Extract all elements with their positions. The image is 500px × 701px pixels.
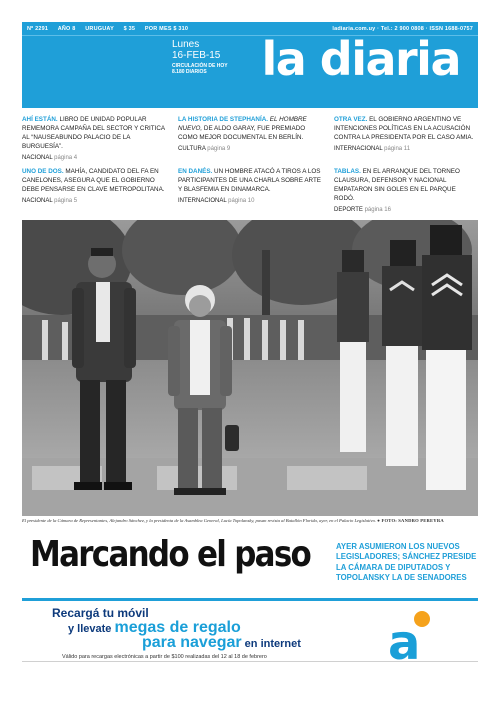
brief-item[interactable] — [334, 116, 478, 168]
caption-text: El presidente de la Cámara de Representantes, Alejandro Sánchez, y la presidenta de la Asamblea General, Lucía Topolansky, pasan revista al Batallón Florida, ayer, en el Palacio Legislativo. — [22, 518, 377, 523]
photo-caption — [22, 518, 478, 523]
ad-line-3 — [142, 634, 301, 652]
brief-page: página 5 — [54, 197, 78, 204]
circulation-label: CIRCULACIÓN DE HOY — [172, 63, 228, 69]
brief-item[interactable] — [22, 116, 166, 168]
price: $ 35 — [123, 25, 136, 32]
ad-logo-letter: a — [388, 615, 421, 663]
brief-section: CULTURA — [178, 145, 206, 152]
brief-kicker: TABLAS. — [334, 168, 361, 175]
brief-kicker: AHÍ ESTÁN. — [22, 116, 58, 123]
ad-line-1: Recargá tu móvil — [52, 606, 149, 620]
circulation-count: 8.180 DIARIOS — [172, 69, 207, 75]
brief-item[interactable] — [22, 168, 166, 216]
ad-fine-print: Válido para recargas electrónicas a partir de $100 realizadas del 12 al 18 de febrero — [62, 654, 267, 660]
brief-page: página 10 — [228, 197, 255, 204]
news-briefs — [22, 116, 478, 216]
ad-brand-logo-icon — [384, 609, 438, 663]
lead-photo — [22, 220, 478, 516]
contact-line: ladiaria.com.uy · Tel.: 2 900 0808 · ISSN 1688-0757 — [332, 25, 473, 32]
brief-kicker: OTRA VEZ. — [334, 116, 368, 123]
brief-item[interactable] — [178, 168, 322, 216]
date: 16-FEB-15 — [172, 50, 221, 61]
brief-page: página 9 — [207, 145, 231, 152]
ad-line-3-highlight: para navegar — [142, 634, 242, 651]
date-block — [172, 40, 228, 75]
main-headline[interactable]: Marcando el paso — [30, 534, 311, 575]
advertisement[interactable] — [22, 598, 478, 662]
country: URUGUAY — [85, 25, 114, 32]
brief-body: EL GOBIERNO ARGENTINO VE INTENCIONES POLÍTICAS EN LA ACUSACIÓN CONTRA LA PRESIDENTA POR EL CASO AMIA. — [334, 116, 474, 141]
brief-section: DEPORTE — [334, 206, 363, 213]
brief-body: LIBRO DE UNIDAD POPULAR REMEMORA CAMPAÑA DEL SECTOR Y CRITICA AL “NAUSEABUNDO PALACIO DE LA BURGUESÍA”. — [22, 116, 165, 150]
brief-body: EN EL ARRANQUE DEL TORNEO CLAUSURA, DEFENSOR Y NACIONAL EMPATARON SIN GOLES EN EL PARQUE RODÓ. — [334, 168, 460, 202]
ad-line-2-highlight: megas de regalo — [114, 619, 241, 636]
subscription: POR MES $ 310 — [144, 25, 189, 32]
brief-page: página 16 — [364, 206, 391, 213]
brief-section: NACIONAL — [22, 197, 53, 204]
brief-kicker: LA HISTORIA DE STEPHANÍA. — [178, 116, 269, 123]
lead-photo-image — [22, 220, 478, 516]
masthead — [22, 22, 478, 108]
brief-section: INTERNACIONAL — [334, 145, 383, 152]
newspaper-logo: la diaria — [261, 32, 460, 86]
brief-section: NACIONAL — [22, 154, 53, 161]
weekday: Lunes — [172, 39, 200, 50]
brief-italic-title: EL HOMBRE NUEVO, — [178, 116, 307, 132]
brief-page: página 4 — [54, 154, 78, 161]
headline-deck: AYER ASUMIERON LOS NUEVOS LEGISLADORES; SÁNCHEZ PRESIDE LA CÁMARA DE DIPUTADOS Y TOPOLANSKY LA DE SENADORES — [336, 542, 477, 582]
photo-credit: ● FOTO: SANDRO PEREYRA — [377, 518, 444, 523]
year: AÑO 8 — [57, 25, 76, 32]
ad-line-3-suffix: en internet — [244, 638, 301, 650]
brief-body: DE ALDO GARAY, FUE PREMIADO COMO MEJOR DOCUMENTAL EN BERLÍN. — [178, 124, 306, 141]
brief-section: INTERNACIONAL — [178, 197, 227, 204]
brief-body: UN HOMBRE ATACÓ A TIROS A LOS PARTICIPANTES DE UNA CHARLA SOBRE ARTE Y BLASFEMIA EN DINAMARCA. — [178, 168, 322, 193]
brief-body: MAHÍA, CANDIDATO DEL FA EN CANELONES, ASEGURA QUE EL GOBIERNO DEBE PENSARSE EN CLAVE METROPOLITANA. — [22, 168, 165, 193]
ad-line-2-prefix: y llevate — [68, 623, 112, 635]
brief-item[interactable] — [334, 168, 478, 216]
brief-kicker: UNO DE DOS. — [22, 168, 64, 175]
issue-number: Nº 2291 — [27, 25, 49, 32]
brief-kicker: EN DANÉS. — [178, 168, 213, 175]
brief-page: página 11 — [384, 145, 411, 152]
brief-item[interactable] — [178, 116, 322, 168]
